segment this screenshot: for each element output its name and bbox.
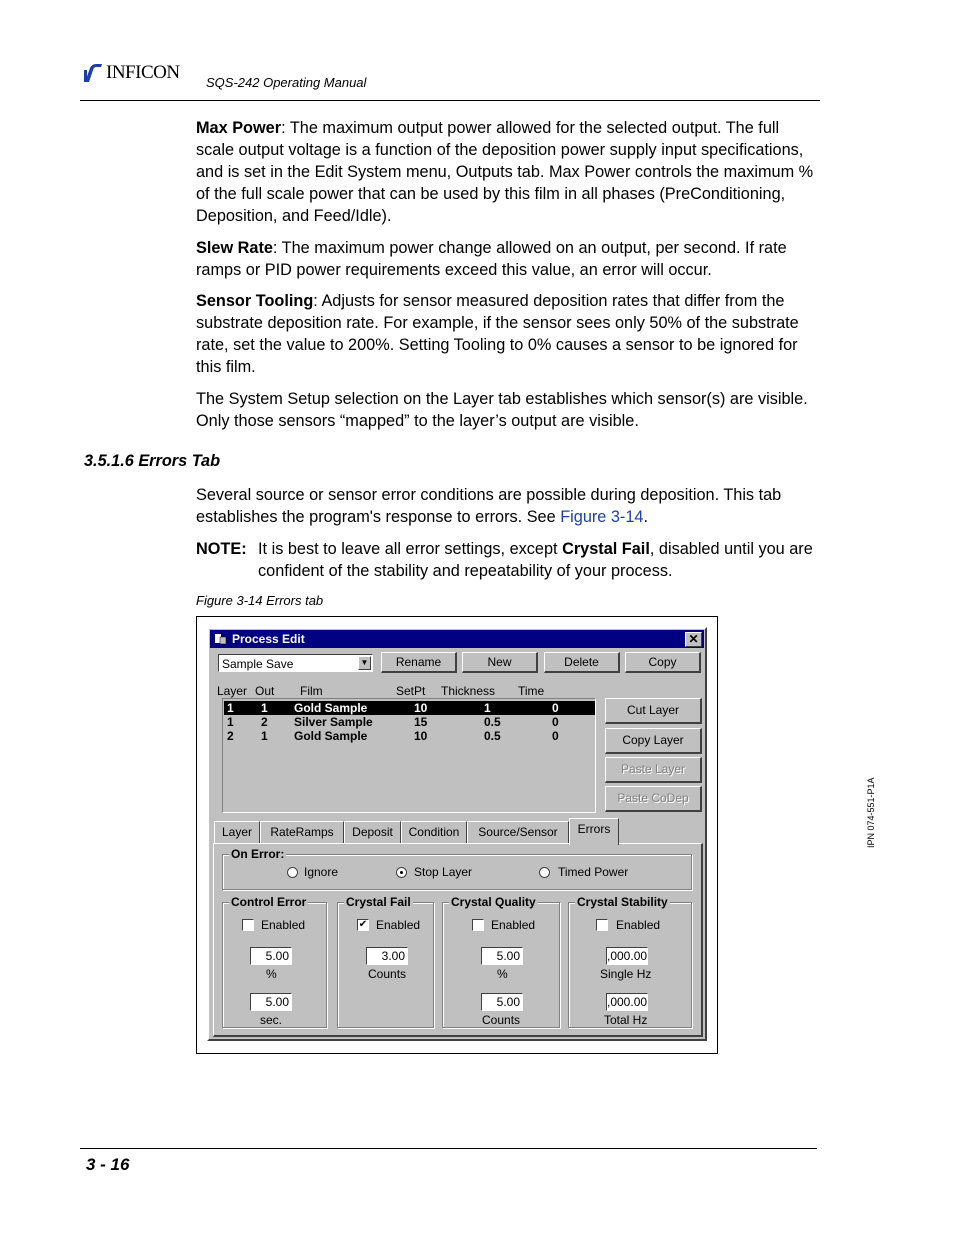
crystal-fail-title: Crystal Fail (346, 895, 411, 909)
crystal-stability-single-field[interactable]: ,000.00 (607, 949, 648, 963)
slew-rate-paragraph (196, 237, 816, 281)
crystal-quality-value-field[interactable]: 5.00 (481, 947, 523, 965)
delete-button[interactable]: Delete (544, 652, 620, 673)
row-film: Gold Sample (294, 701, 368, 715)
list-item[interactable] (224, 715, 595, 729)
logo-text: INFICON (106, 62, 180, 83)
tab-errors[interactable]: Errors (569, 818, 619, 845)
row-time: 0 (552, 715, 559, 729)
control-error-enabled-checkbox[interactable] (242, 919, 254, 931)
sensor-tooling-term: Sensor Tooling (196, 292, 314, 310)
crystal-quality-enabled-checkbox[interactable] (472, 919, 484, 931)
intro-end: . (643, 508, 648, 526)
close-icon: ✕ (688, 632, 699, 646)
row-setpt: 10 (414, 701, 428, 715)
slew-rate-text: : The maximum power change allowed on an output, per second. If rate ramps or PID power requirements exceed this value, an error will occur. (196, 239, 787, 279)
crystal-fail-enabled-label: Enabled (376, 918, 421, 932)
manual-title: SQS-242 Operating Manual (206, 75, 367, 90)
sensor-tooling-paragraph (196, 290, 816, 378)
process-edit-window (207, 627, 707, 1041)
crystal-quality-unit-1: % (497, 967, 508, 981)
row-thickness: 0.5 (484, 729, 501, 743)
column-header-out: Out (255, 684, 275, 698)
crystal-fail-value-field[interactable]: 3.00 (366, 947, 408, 965)
control-error-unit-1: % (266, 967, 277, 981)
row-layer: 1 (227, 701, 234, 715)
ignore-radio[interactable] (287, 867, 298, 878)
copy-layer-button[interactable]: Copy Layer (605, 728, 702, 754)
max-power-paragraph (196, 117, 816, 227)
control-error-value-field[interactable]: 5.00 (250, 947, 292, 965)
paste-codep-button[interactable]: Paste CoDep (605, 786, 702, 812)
tab-layer[interactable]: Layer (214, 821, 260, 843)
timed-power-radio[interactable] (539, 867, 550, 878)
control-error-title: Control Error (231, 895, 307, 909)
max-power-text: : The maximum output power allowed for the selected output. The full scale output voltage is a function of the deposition power supply input specifications, and is set in the Edit System menu, Outputs tab. Max Power controls the maximum % of the full scale power that can be used by this film in all phases (PreConditioning, Deposition, and Feed/Idle). (196, 119, 814, 225)
row-time: 0 (552, 701, 559, 715)
crystal-quality-title: Crystal Quality (451, 895, 536, 909)
row-film: Silver Sample (294, 715, 373, 729)
tab-deposit[interactable]: Deposit (344, 821, 401, 843)
note-text (258, 538, 818, 582)
crystal-stability-unit-1: Single Hz (600, 967, 652, 981)
row-layer: 2 (227, 729, 234, 743)
list-item[interactable] (224, 701, 595, 715)
tab-condition[interactable]: Condition (401, 821, 467, 843)
row-out: 2 (261, 715, 268, 729)
intro-text: Several source or sensor error conditions are possible during deposition. This tab establishes the program's response to errors. See (196, 486, 782, 526)
column-header-setpt: SetPt (396, 684, 426, 698)
on-error-title: On Error: (231, 847, 285, 861)
paste-layer-button[interactable]: Paste Layer (605, 757, 702, 783)
column-header-time: Time (518, 684, 545, 698)
crystal-fail-group (337, 895, 434, 1028)
control-error-time-field[interactable]: 5.00 (250, 993, 292, 1011)
row-layer: 1 (227, 715, 234, 729)
tab-source-sensor[interactable]: Source/Sensor (467, 821, 569, 843)
crystal-stability-title: Crystal Stability (577, 895, 668, 909)
crystal-stability-unit-2: Total Hz (604, 1013, 648, 1027)
errors-intro-paragraph (196, 484, 816, 528)
system-setup-paragraph: The System Setup selection on the Layer tab establishes which sensor(s) are visible. Only those sensors “mapped” to the layer’s output are visible. (196, 390, 808, 430)
window-title: Process Edit (232, 632, 305, 646)
crystal-stability-total-field[interactable]: ,000.00 (607, 995, 648, 1009)
control-error-enabled-label: Enabled (261, 918, 306, 932)
inficon-logo-icon (82, 62, 104, 84)
column-header-film: Film (300, 684, 323, 698)
close-button[interactable] (685, 632, 702, 647)
page-number: 3 - 16 (86, 1155, 130, 1174)
section-heading: 3.5.1.6 Errors Tab (84, 452, 221, 470)
row-film: Gold Sample (294, 729, 368, 743)
timed-power-label: Timed Power (558, 865, 629, 879)
row-setpt: 10 (414, 729, 428, 743)
crystal-fail-unit: Counts (368, 967, 407, 981)
stop-layer-radio[interactable] (396, 867, 407, 878)
errors-tab-panel (213, 843, 703, 1037)
ipn-label: IPN 074-551-P1A (866, 777, 876, 848)
stop-layer-label: Stop Layer (414, 865, 473, 879)
chevron-down-icon[interactable]: ▼ (358, 656, 371, 670)
process-combo[interactable] (218, 654, 373, 672)
column-header-layer: Layer (217, 684, 248, 698)
row-out: 1 (261, 729, 268, 743)
crystal-quality-counts-field[interactable]: 5.00 (481, 993, 523, 1011)
slew-rate-term: Slew Rate (196, 239, 273, 257)
on-error-group (222, 847, 692, 890)
layer-list[interactable] (222, 698, 596, 813)
row-thickness: 0.5 (484, 715, 501, 729)
rename-button[interactable]: Rename (381, 652, 457, 673)
note-text-part-1: It is best to leave all error settings, except (258, 540, 563, 558)
crystal-stability-enabled-label: Enabled (616, 918, 661, 932)
note-text-part-2: , disabled until you are confident of the stability and repeatability of your process. (258, 540, 813, 580)
max-power-term: Max Power (196, 119, 282, 137)
cut-layer-button[interactable]: Cut Layer (605, 698, 702, 724)
column-header-thickness: Thickness (441, 684, 496, 698)
row-setpt: 15 (414, 715, 428, 729)
note-bold: Crystal Fail (562, 540, 650, 558)
crystal-fail-enabled-checkbox[interactable] (357, 919, 369, 931)
window-title-bar (210, 630, 704, 648)
row-time: 0 (552, 729, 559, 743)
crystal-quality-group (442, 895, 560, 1028)
sensor-tooling-text: : Adjusts for sensor measured deposition rates that differ from the substrate deposition rate. For example, if the sensor sees only 50% of the substrate rate, set the value to 200%. Setting Tooling to 0% causes a sensor to be ignored for this film. (196, 292, 799, 376)
figure-frame (196, 616, 718, 1054)
row-out: 1 (261, 701, 268, 715)
page-header (80, 56, 820, 101)
control-error-unit-2: sec. (260, 1013, 283, 1027)
row-thickness: 1 (484, 701, 491, 715)
footer-divider (80, 1148, 817, 1149)
inficon-logo (82, 60, 180, 86)
checkmark-icon: ✔ (358, 919, 368, 930)
figure-caption: Figure 3-14 Errors tab (196, 593, 324, 608)
crystal-quality-enabled-label: Enabled (491, 918, 536, 932)
list-item[interactable] (224, 729, 595, 743)
crystal-quality-unit-2: Counts (482, 1013, 521, 1027)
ignore-label: Ignore (304, 865, 339, 879)
control-error-group (222, 895, 327, 1028)
app-icon (214, 632, 228, 646)
figure-link[interactable]: Figure 3-14 (560, 508, 644, 526)
copy-button[interactable]: Copy (625, 652, 701, 673)
crystal-stability-enabled-checkbox[interactable] (596, 919, 608, 931)
combo-value: Sample Save (222, 657, 294, 671)
new-button[interactable]: New (462, 652, 538, 673)
note-label: NOTE: (196, 540, 247, 558)
tab-rateramps[interactable]: RateRamps (260, 821, 344, 843)
crystal-stability-group (568, 895, 692, 1028)
